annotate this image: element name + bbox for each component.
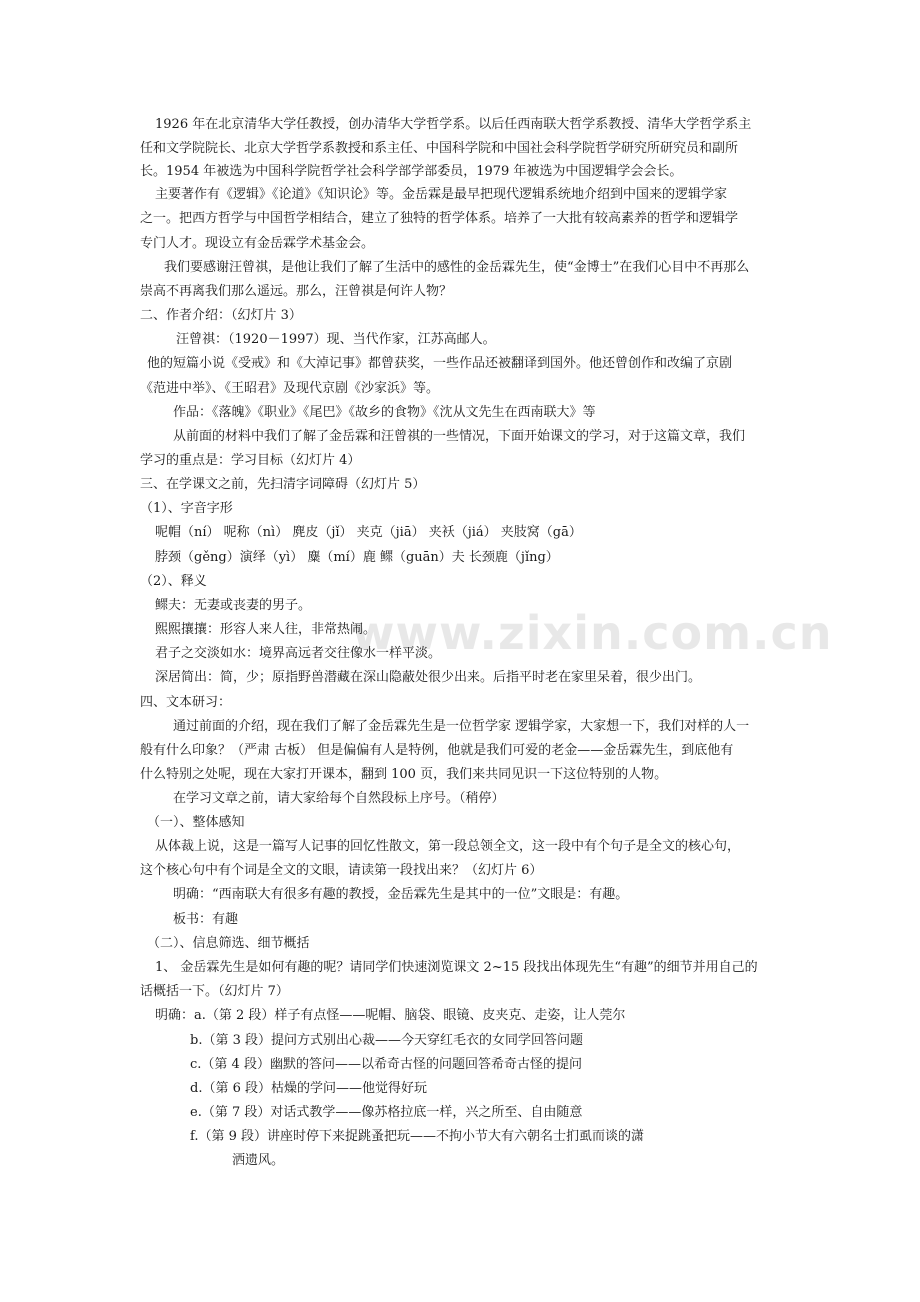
text-line: 1926 年在北京清华大学任教授，创办清华大学哲学系。以后任西南联大哲学系教授、清华大学哲学系主	[155, 117, 752, 132]
text-line: 板书：有趣	[173, 912, 239, 927]
text-line: 君子之交淡如水：境界高远者交往像水一样平淡。	[155, 646, 442, 661]
subheading: （2）、释义	[140, 574, 207, 589]
watermark: www.zixin.com.cn	[352, 606, 833, 660]
text-line: 从前面的材料中我们了解了金岳霖和汪曾祺的一些情况，下面开始课文的学习，对于这篇文章，我们	[173, 429, 746, 444]
text-line: 般有什么印象？（严肃 古板） 但是偏偏有人是特例，他就是我们可爱的老金——金岳霖先生，到底他有	[140, 743, 734, 758]
text-line: 长。1954 年被选为中国科学院哲学社会科学部学部委员，1979 年被选为中国逻辑学会会长。	[140, 164, 683, 179]
subheading: （二）、信息筛选、细节概括	[147, 936, 310, 951]
text-line: e.（第 7 段）对话式教学——像苏格拉底一样，兴之所至、自由随意	[190, 1105, 583, 1120]
text-line: 汪曾祺：（1920－1997）现、当代作家，江苏高邮人。	[176, 332, 496, 347]
text-line: 在学习文章之前，请大家给每个自然段标上序号。（稍停）	[173, 791, 505, 806]
text-line: 这个核心句中有个词是全文的文眼，请读第一段找出来？（幻灯片 6）	[140, 863, 543, 878]
text-line: 什么特别之处呢，现在大家打开课本，翻到 100 页，我们来共同见识一下这位特别的人物。	[140, 767, 668, 782]
text-line: 话概括一下。（幻灯片 7）	[140, 984, 289, 999]
text-line: 呢帽（ní） 呢称（nì） 麂皮（jǐ） 夹克（jiā） 夹袄（jiá） 夹肢窝（gā）	[155, 525, 582, 540]
text-line: 洒遗风。	[232, 1153, 285, 1168]
text-line: 1、 金岳霖先生是如何有趣的呢？请同学们快速浏览课文 2~15 段找出体现先生“有趣”的细节并用自己的	[155, 960, 758, 975]
text-line: 脖颈（gěng）演绎（yì） 麋（mí）鹿 鳏（guān）夫 长颈鹿（jǐng）	[155, 550, 559, 565]
text-line: 主要著作有《逻辑》《论道》《知识论》等。金岳霖是最早把现代逻辑系统地介绍到中国来的逻辑学家	[155, 187, 728, 202]
text-line: 任和文学院院长、北京大学哲学系教授和系主任、中国科学院和中国社会科学院哲学研究所研究员和副所	[140, 141, 739, 156]
text-line: 我们要感谢汪曾祺，是他让我们了解了生活中的感性的金岳霖先生，使“金博士”在我们心目中不再那么	[164, 260, 750, 275]
subheading: （一）、整体感知	[147, 815, 245, 830]
text-line: 从体裁上说，这是一篇写人记事的回忆性散文，第一段总领全文，这一段中有个句子是全文的核心句，	[155, 839, 741, 854]
text-line: 深居简出：简，少；原指野兽潜藏在深山隐蔽处很少出来。后指平时老在家里呆着，很少出门。	[155, 670, 702, 685]
text-line: 通过前面的介绍，现在我们了解了金岳霖先生是一位哲学家 逻辑学家，大家想一下，我们对样的人一	[173, 719, 750, 734]
text-line: 学习的重点是：学习目标（幻灯片 4）	[140, 453, 361, 468]
section-heading: 四、文本研习：	[140, 695, 232, 710]
text-line: 之一。把西方哲学与中国哲学相结合，建立了独特的哲学体系。培养了一大批有较高素养的哲学和逻辑学	[140, 211, 739, 226]
text-line: 作品：《落魄》《职业》《尾巴》《故乡的食物》《沈从文先生在西南联大》等	[173, 405, 596, 420]
text-line: 明确：“西南联大有很多有趣的教授，金岳霖先生是其中的一位”文眼是：有趣。	[173, 887, 629, 902]
text-line: f.（第 9 段）讲座时停下来捉跳蚤把玩——不拘小节大有六朝名士扪虱而谈的潇	[190, 1129, 645, 1144]
text-line: 鳏夫：无妻或丧妻的男子。	[155, 598, 312, 613]
subheading: （1）、字音字形	[140, 501, 233, 516]
text-line: 明确：a.（第 2 段）样子有点怪——呢帽、脑袋、眼镜、皮夹克、走姿，让人莞尔	[155, 1008, 626, 1023]
text-line: 《范进中举》、《王昭君》及现代京剧《沙家浜》等。	[140, 381, 440, 396]
text-line: d.（第 6 段）枯燥的学问——他觉得好玩	[190, 1081, 427, 1096]
text-line: 熙熙攘攘：形容人来人往，非常热闹。	[155, 622, 377, 637]
text-line: b.（第 3 段）提问方式别出心裁——今天穿红毛衣的女同学回答问题	[190, 1033, 583, 1048]
text-line: 他的短篇小说《受戒》和《大淖记事》都曾获奖，一些作品还被翻译到国外。他还曾创作和改编了京剧	[147, 356, 733, 371]
text-line: 专门人才。现设立有金岳霖学术基金会。	[140, 236, 375, 251]
text-line: c.（第 4 段）幽默的答问——以希奇古怪的问题回答希奇古怪的提问	[190, 1057, 582, 1072]
section-heading: 三、在学课文之前，先扫清字词障碍（幻灯片 5）	[140, 477, 426, 492]
text-line: 崇高不再离我们那么遥远。那么，汪曾祺是何许人物？	[140, 284, 453, 299]
section-heading: 二、作者介绍：（幻灯片 3）	[140, 308, 302, 323]
